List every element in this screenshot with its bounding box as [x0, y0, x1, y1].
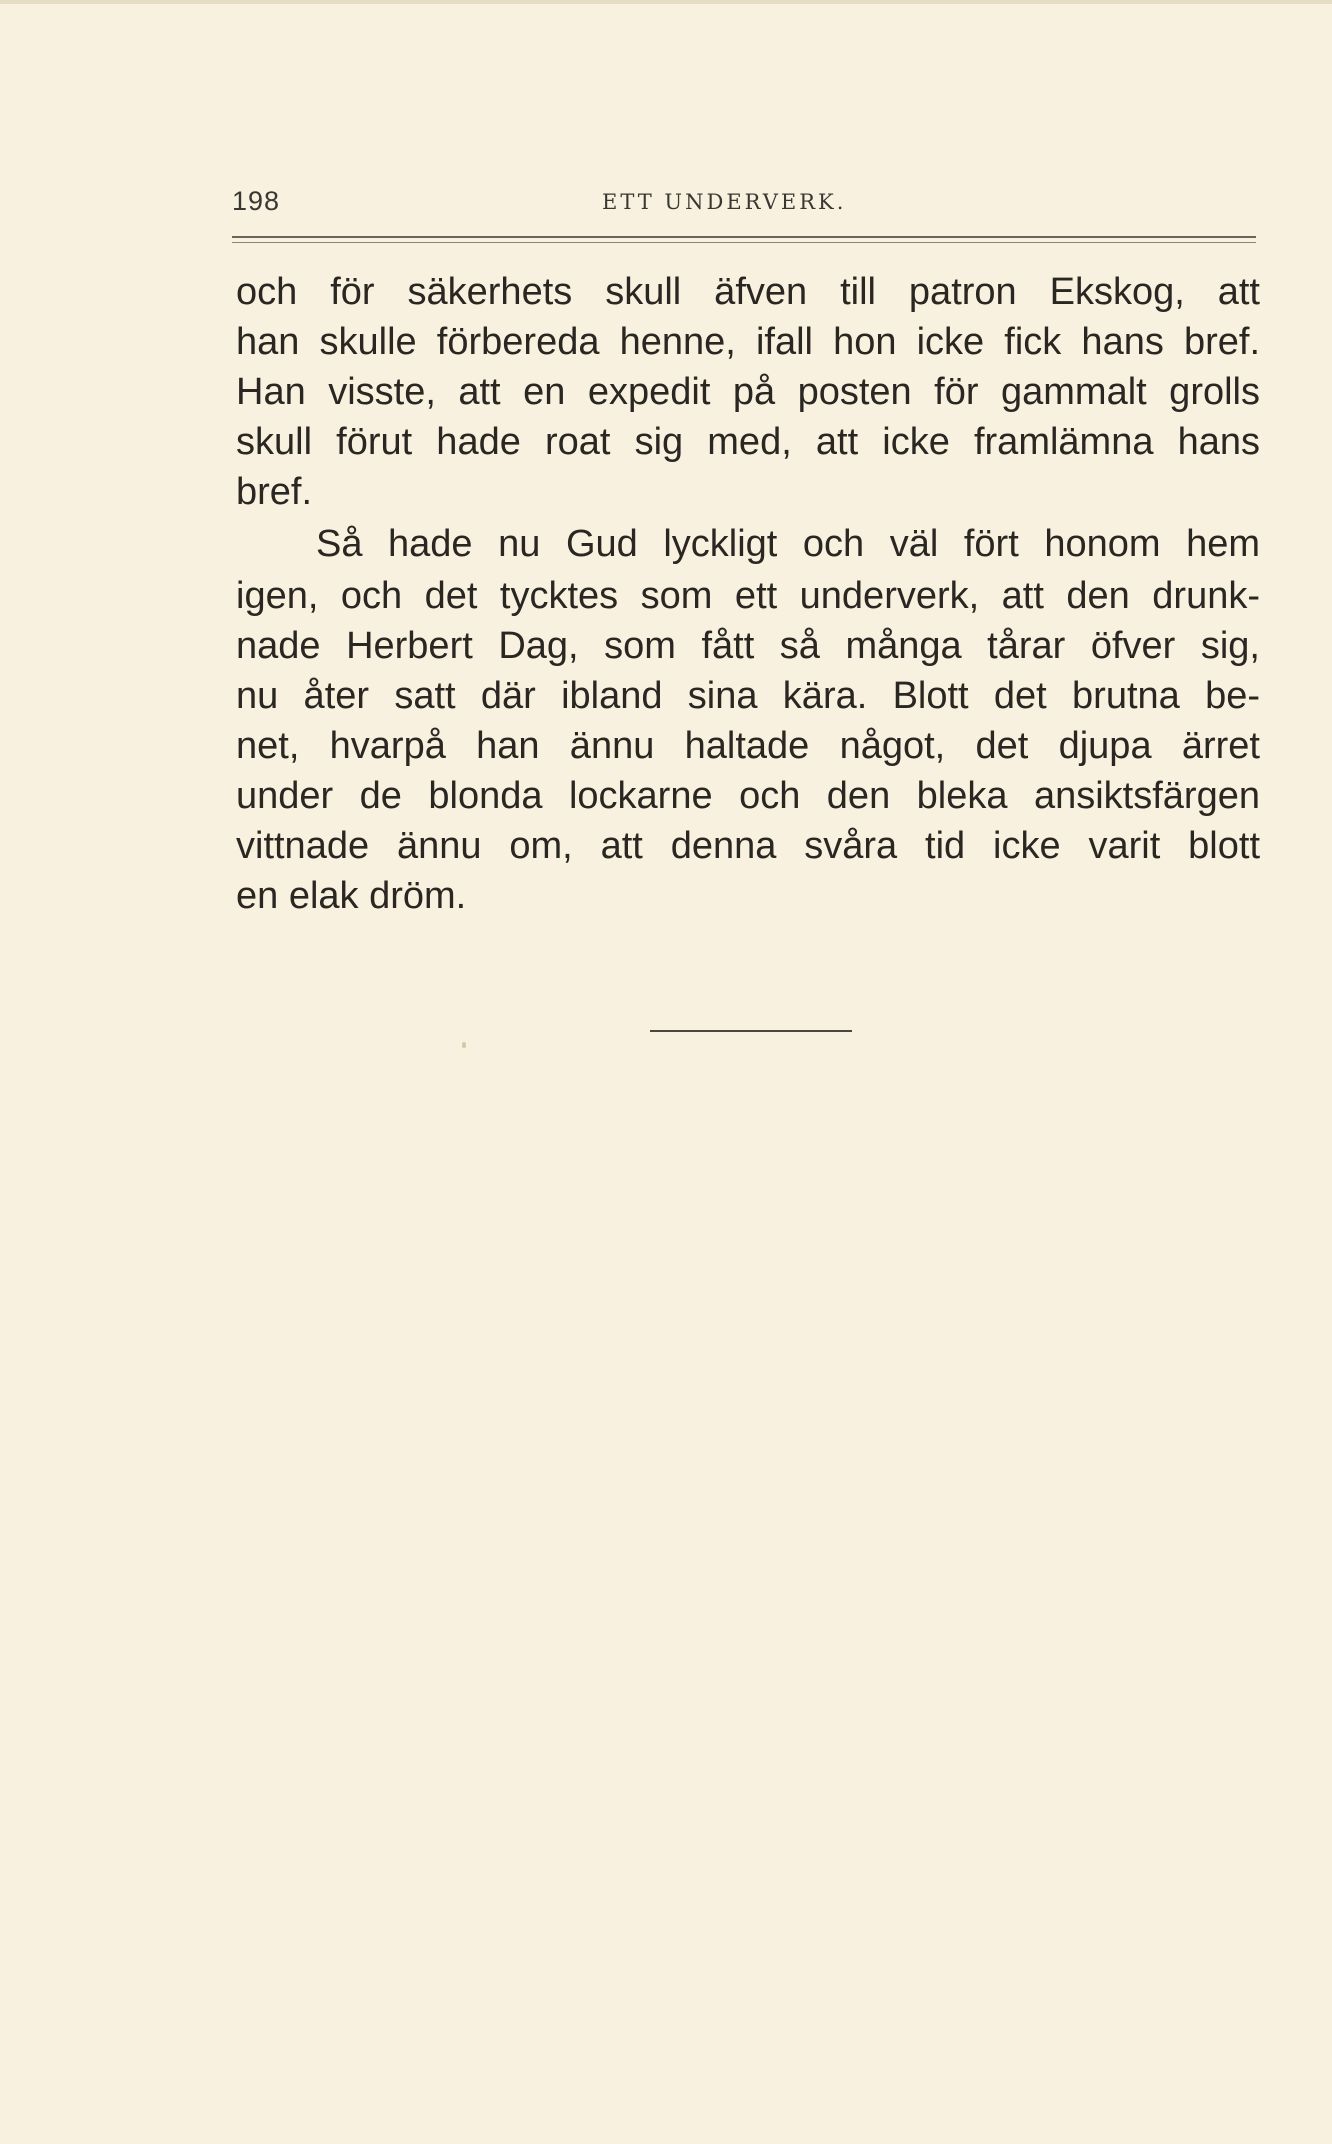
text-line: under de blonda lockarne och den bleka ansiktsfärgen — [236, 775, 1260, 817]
text-line: igen, och det tycktes som ett underverk, att den drunk- — [236, 575, 1260, 617]
paper-speck — [462, 1042, 466, 1048]
header-rule — [232, 236, 1256, 238]
text-line: Så hade nu Gud lyckligt och väl fört honom hem — [316, 523, 1260, 565]
text-line: han skulle förbereda henne, ifall hon icke fick hans bref. — [236, 321, 1260, 363]
text-line: bref. — [236, 471, 313, 513]
text-line: och för säkerhets skull äfven till patron Ekskog, att — [236, 271, 1260, 313]
text-line: vittnade ännu om, att denna svåra tid icke varit blott — [236, 825, 1260, 867]
header-rule-secondary — [232, 242, 1256, 243]
page-top-edge — [0, 0, 1332, 4]
chapter-end-rule — [650, 1030, 852, 1032]
page-header — [232, 186, 1256, 226]
text-line: en elak dröm. — [236, 875, 467, 917]
page-number: 198 — [232, 186, 281, 216]
text-line: nade Herbert Dag, som fått så många tårar öfver sig, — [236, 625, 1260, 667]
running-title: ETT UNDERVERK. — [602, 190, 847, 214]
text-line: Han visste, att en expedit på posten för gammalt grolls — [236, 371, 1260, 413]
text-line: net, hvarpå han ännu haltade något, det djupa ärret — [236, 725, 1260, 767]
text-line: skull förut hade roat sig med, att icke framlämna hans — [236, 421, 1260, 463]
text-line: nu åter satt där ibland sina kära. Blott det brutna be- — [236, 675, 1260, 717]
